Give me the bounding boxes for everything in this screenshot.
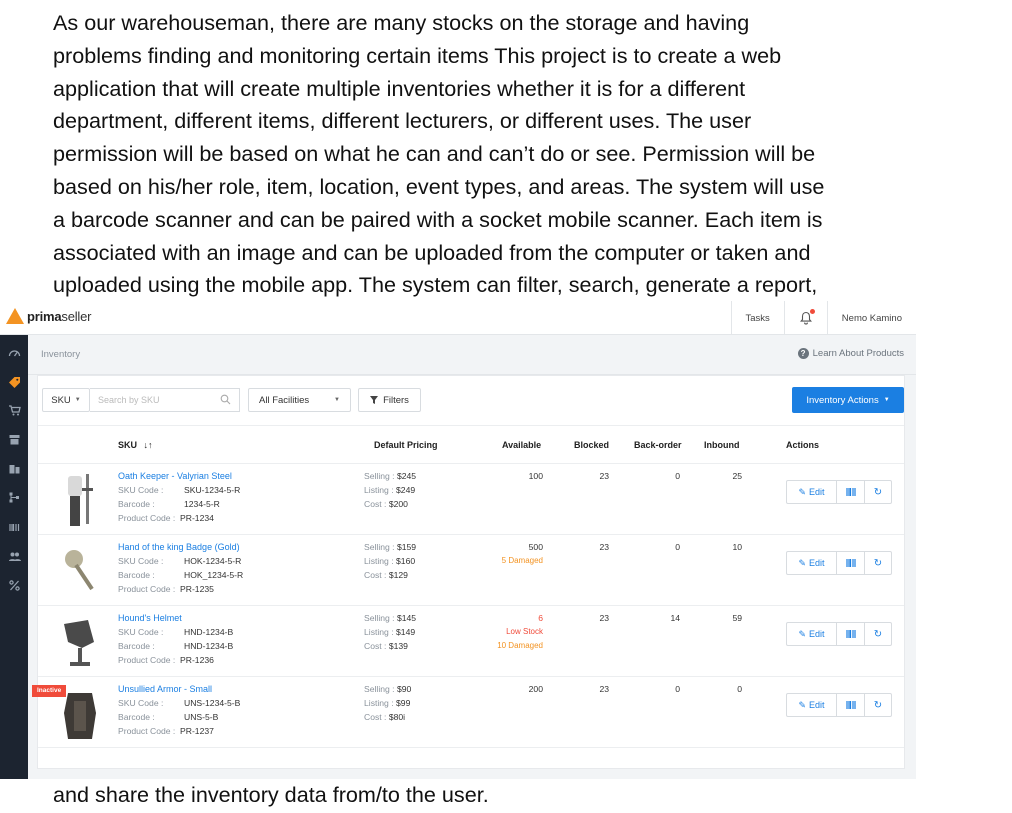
barcode-button[interactable]	[837, 481, 864, 503]
learn-link-label: Learn About Products	[812, 348, 904, 359]
barcode-value: UNS-5-B	[184, 712, 219, 722]
row-actions	[786, 480, 892, 504]
available-count: 6	[538, 613, 543, 623]
selling-price-label: Selling :	[364, 613, 395, 623]
edit-button[interactable]	[787, 481, 837, 503]
barcode-label: Barcode :	[118, 712, 155, 722]
paragraph-line: As our warehouseman, there are many stocks on the storage and having	[53, 10, 750, 35]
sku-select[interactable]	[42, 388, 90, 412]
product-code-label: Product Code :	[118, 655, 176, 665]
sku-code-label: SKU Code :	[118, 556, 164, 566]
barcode-label: Barcode :	[118, 570, 155, 580]
backorder-count: 0	[675, 471, 680, 481]
barcode-icon	[846, 630, 856, 638]
breadcrumb[interactable]: Inventory	[41, 349, 81, 360]
product-code-value: PR-1234	[180, 513, 214, 523]
listing-price-label: Listing :	[364, 627, 394, 637]
undo-icon: ↻	[873, 628, 883, 640]
paragraph-line: a barcode scanner and can be paired with a socket mobile scanner. Each item is	[53, 206, 823, 232]
table-row[interactable]	[38, 677, 904, 748]
inventory-actions-button[interactable]	[792, 387, 904, 413]
table-row[interactable]	[38, 535, 904, 606]
product-code-value: PR-1236	[180, 655, 214, 665]
cost-price-value: $80i	[388, 712, 406, 722]
barcode-icon	[846, 701, 856, 709]
logo-mark-icon	[6, 308, 24, 324]
product-code-label: Product Code :	[118, 513, 176, 523]
search-input[interactable]	[90, 388, 240, 412]
selling-price	[364, 684, 411, 694]
paragraph-line: uploaded using the mobile app. The system can filter, search, generate a report,	[53, 272, 818, 298]
backorder-count: 0	[675, 542, 680, 552]
selling-price	[364, 471, 416, 481]
low-stock-note: Low Stock	[506, 627, 543, 636]
topbar	[0, 301, 916, 335]
chevron-down-icon: ▼	[883, 397, 890, 403]
cost-price	[364, 499, 408, 509]
search-placeholder: Search by SKU	[98, 395, 160, 405]
facility-select[interactable]	[248, 388, 351, 412]
sidebar	[0, 335, 28, 779]
logo-text-bold: prima	[27, 308, 62, 324]
listing-price	[364, 556, 415, 566]
listing-price-value: $160	[396, 556, 416, 566]
product-code-value: PR-1235	[180, 584, 214, 594]
undo-icon: ↻	[873, 557, 883, 569]
store-icon[interactable]	[4, 429, 24, 449]
topbar-right	[731, 301, 917, 335]
toolbar	[38, 376, 904, 426]
users-icon[interactable]	[4, 546, 24, 566]
inbound-count: 25	[732, 471, 742, 481]
notification-dot	[810, 309, 815, 314]
cost-price-value: $139	[388, 641, 408, 651]
cost-price	[364, 570, 408, 580]
cost-price-label: Cost :	[364, 570, 387, 580]
backorder-count: 14	[670, 613, 680, 623]
damaged-note: 10 Damaged	[497, 641, 543, 650]
sku-code-label: SKU Code :	[118, 698, 164, 708]
available-count: 100	[528, 471, 543, 481]
filters-button[interactable]	[358, 388, 421, 412]
product-code-value: PR-1237	[180, 726, 214, 736]
inbound-count: 59	[732, 613, 742, 623]
selling-price-value: $145	[396, 613, 417, 623]
product-name-link[interactable]: Hand of the king Badge (Gold)	[118, 542, 240, 552]
product-code-label: Product Code :	[118, 726, 176, 736]
product-name-link[interactable]: Unsullied Armor - Small	[118, 684, 213, 694]
barcode-label: Barcode :	[118, 499, 155, 509]
barcode-label: Barcode :	[118, 641, 155, 651]
notifications-button[interactable]	[784, 301, 827, 335]
document-paragraph	[53, 7, 983, 302]
pencil-icon: ✎	[798, 699, 807, 710]
inactive-badge: Inactive	[32, 685, 66, 697]
blocked-count: 23	[599, 613, 609, 623]
listing-price-value: $249	[396, 485, 416, 495]
column-header-actions: Actions	[786, 440, 820, 450]
listing-price-label: Listing :	[364, 485, 394, 495]
barcode-icon	[846, 488, 856, 496]
undo-icon: ↻	[873, 699, 883, 711]
listing-price-label: Listing :	[364, 698, 394, 708]
tasks-link[interactable]: Tasks	[731, 301, 784, 335]
inbound-count: 0	[737, 684, 742, 694]
selling-price-value: $90	[396, 684, 412, 694]
table-row[interactable]	[38, 464, 904, 535]
history-button[interactable]	[864, 694, 891, 716]
cost-price	[364, 641, 408, 651]
cost-price-value: $200	[388, 499, 408, 509]
document-closing-line: and share the inventory data from/to the user.	[53, 782, 489, 807]
column-header-available: Available	[502, 440, 542, 450]
edit-label: Edit	[809, 487, 825, 497]
pencil-icon: ✎	[798, 486, 807, 497]
undo-icon: ↻	[873, 486, 883, 498]
listing-price-value: $99	[396, 698, 411, 708]
edit-button[interactable]	[787, 694, 837, 716]
barcode-button[interactable]	[837, 694, 864, 716]
product-name-link[interactable]: Hound's Helmet	[118, 613, 182, 623]
edit-label: Edit	[809, 558, 825, 568]
barcode-button[interactable]	[837, 623, 864, 645]
logo[interactable]	[6, 308, 91, 324]
chevron-down-icon: ▼	[334, 397, 340, 403]
warehouse-icon[interactable]	[4, 458, 24, 478]
barcode-value: HOK_1234-5-R	[184, 570, 244, 580]
chevron-down-icon: ▼	[74, 397, 81, 403]
paragraph-line: department, different items, different lecturers, or different uses. The user	[53, 108, 752, 134]
sku-select-value: SKU	[51, 394, 71, 406]
column-header-backorder: Back-order	[634, 440, 682, 450]
listing-price	[364, 627, 415, 637]
edit-label: Edit	[809, 629, 825, 639]
table-row[interactable]	[38, 606, 904, 677]
cost-price-label: Cost :	[364, 641, 387, 651]
row-actions	[786, 693, 892, 717]
barcode-button[interactable]	[837, 552, 864, 574]
column-header-blocked: Blocked	[574, 440, 610, 450]
selling-price-value: $245	[396, 471, 417, 481]
product-image	[52, 541, 108, 601]
damaged-note: 5 Damaged	[501, 556, 543, 565]
cost-price-value: $129	[388, 570, 408, 580]
product-image	[52, 612, 108, 672]
paragraph-line: based on his/her role, item, location, event types, and areas. The system will use	[53, 173, 825, 199]
user-menu[interactable]: Nemo Kamino	[827, 301, 916, 335]
sku-code-label: SKU Code :	[118, 485, 164, 495]
barcode-value: 1234-5-R	[184, 499, 220, 509]
column-header-inbound: Inbound	[704, 440, 740, 450]
cost-price-label: Cost :	[364, 712, 387, 722]
sku-header-label: SKU	[118, 440, 138, 450]
product-name-link[interactable]: Oath Keeper - Valyrian Steel	[118, 471, 232, 481]
table-header	[38, 426, 904, 464]
learn-about-products-link[interactable]	[798, 348, 904, 359]
sort-icon: ↓↑	[143, 440, 153, 450]
selling-price-label: Selling :	[364, 684, 395, 694]
hierarchy-icon[interactable]	[4, 487, 24, 507]
history-button[interactable]	[864, 552, 891, 574]
paragraph-line: application that will create multiple inventories whether it is for a different	[53, 75, 746, 101]
percent-icon[interactable]	[4, 575, 24, 595]
paragraph-line: associated with an image and can be uploaded from the computer or taken and	[53, 239, 811, 265]
tag-icon[interactable]	[4, 372, 24, 392]
sku-code-value: UNS-1234-5-B	[184, 698, 241, 708]
selling-price-value: $159	[396, 542, 417, 552]
available-count: 200	[528, 684, 543, 694]
available-count: 500	[528, 542, 543, 552]
inventory-actions-label: Inventory Actions	[806, 394, 879, 406]
sku-code-value: HOK-1234-5-R	[184, 556, 242, 566]
cost-price	[364, 712, 405, 722]
listing-price	[364, 485, 415, 495]
edit-button[interactable]	[787, 552, 837, 574]
search-icon	[220, 394, 231, 405]
column-header-pricing: Default Pricing	[374, 440, 438, 450]
cost-price-label: Cost :	[364, 499, 387, 509]
listing-price-label: Listing :	[364, 556, 394, 566]
inventory-panel	[37, 375, 905, 769]
blocked-count: 23	[599, 471, 609, 481]
blocked-count: 23	[599, 684, 609, 694]
row-actions	[786, 622, 892, 646]
filter-icon	[370, 396, 378, 404]
selling-price	[364, 542, 416, 552]
selling-price-label: Selling :	[364, 542, 395, 552]
history-button[interactable]	[864, 623, 891, 645]
listing-price-value: $149	[396, 627, 416, 637]
selling-price	[364, 613, 416, 623]
product-image	[52, 470, 108, 530]
paragraph-line: permission will be based on what he can and can’t do or see. Permission will be	[53, 141, 816, 167]
bell-icon	[799, 311, 813, 325]
cart-icon[interactable]	[4, 400, 24, 420]
history-button[interactable]	[864, 481, 891, 503]
subheader	[28, 335, 916, 375]
pencil-icon: ✎	[798, 557, 807, 568]
logo-text-light: seller	[61, 308, 92, 324]
edit-button[interactable]	[787, 623, 837, 645]
column-header-sku[interactable]	[118, 440, 153, 450]
dashboard-icon[interactable]	[4, 343, 24, 363]
row-actions	[786, 551, 892, 575]
paragraph-line: problems finding and monitoring certain items This project is to create a web	[53, 42, 782, 68]
selling-price-label: Selling :	[364, 471, 395, 481]
sku-code-value: HND-1234-B	[184, 627, 234, 637]
help-icon: ?	[798, 348, 809, 359]
edit-label: Edit	[809, 700, 825, 710]
sku-code-value: SKU-1234-5-R	[184, 485, 241, 495]
listing-price	[364, 698, 410, 708]
barcode-value: HND-1234-B	[184, 641, 234, 651]
barcode-icon[interactable]	[4, 517, 24, 537]
product-code-label: Product Code :	[118, 584, 176, 594]
backorder-count: 0	[675, 684, 680, 694]
barcode-icon	[846, 559, 856, 567]
blocked-count: 23	[599, 542, 609, 552]
inbound-count: 10	[732, 542, 742, 552]
app-screenshot	[0, 301, 916, 779]
filters-label: Filters	[383, 394, 409, 406]
pencil-icon: ✎	[798, 628, 807, 639]
sku-code-label: SKU Code :	[118, 627, 164, 637]
facility-select-value: All Facilities	[259, 394, 310, 406]
